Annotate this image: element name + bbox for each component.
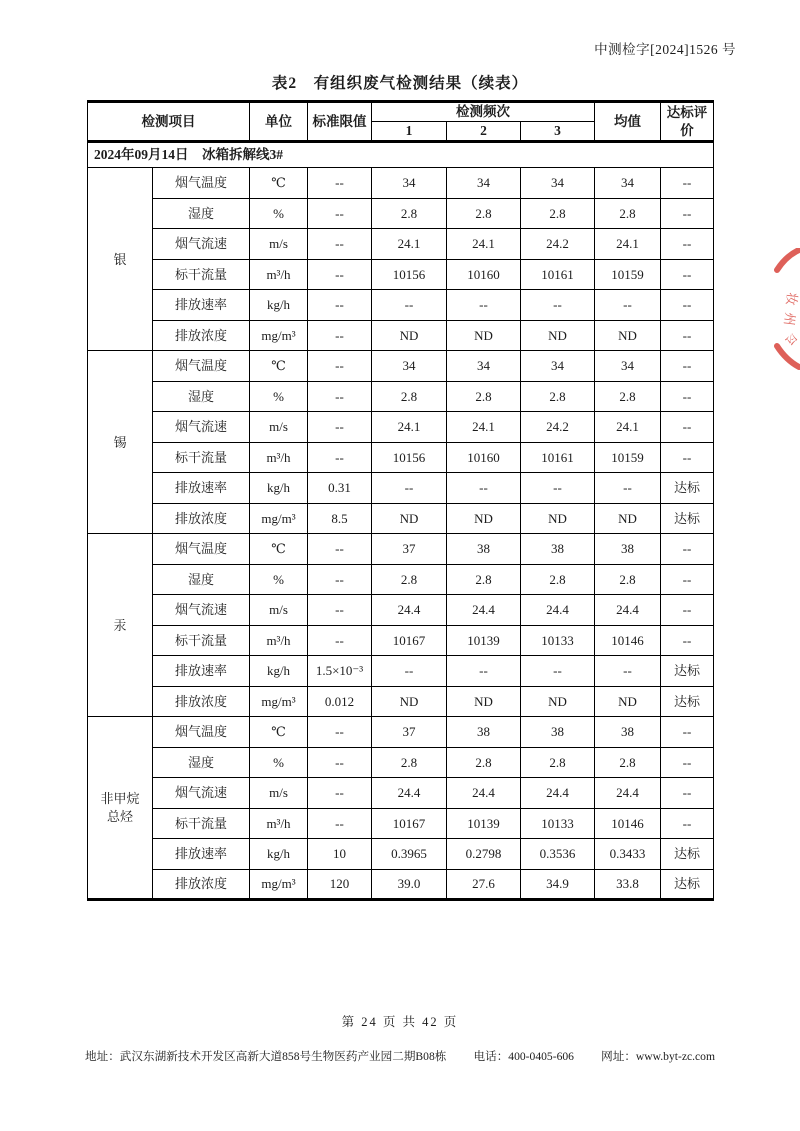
cell-freq-1: 0.3965 [372,839,447,870]
cell-test-item: 烟气温度 [153,168,250,199]
table-row [88,473,714,504]
cell-test-item: 排放浓度 [153,869,250,900]
table-body [88,142,714,900]
cell-evaluation: 达标 [661,869,714,900]
table-row [88,259,714,290]
cell-evaluation: -- [661,229,714,260]
cell-evaluation: 达标 [661,473,714,504]
cell-freq-1: 34 [372,168,447,199]
cell-unit: % [250,564,308,595]
cell-mean: 10146 [595,808,661,839]
cell-freq-3: 10133 [521,625,595,656]
cell-mean: 24.1 [595,229,661,260]
cell-standard-limit: 1.5×10⁻³ [308,656,372,687]
cell-evaluation: -- [661,351,714,382]
cell-mean: 2.8 [595,564,661,595]
cell-unit: kg/h [250,473,308,504]
cell-freq-3: 10161 [521,259,595,290]
cell-unit: m/s [250,778,308,809]
cell-freq-2: ND [447,503,521,534]
cell-freq-1: 10156 [372,259,447,290]
cell-unit: mg/m³ [250,320,308,351]
cell-freq-2: 34 [447,168,521,199]
table-row [88,656,714,687]
cell-unit: m³/h [250,625,308,656]
cell-evaluation: -- [661,564,714,595]
parameter-group-label: 银 [88,168,153,351]
header-unit: 单位 [250,102,308,142]
cell-freq-2: 24.1 [447,229,521,260]
cell-standard-limit: 8.5 [308,503,372,534]
parameter-group-label: 汞 [88,534,153,717]
header-evaluation: 达标评价 [661,102,714,142]
table-row [88,595,714,626]
table-row [88,747,714,778]
cell-freq-3: ND [521,503,595,534]
cell-unit: m/s [250,229,308,260]
cell-standard-limit: 10 [308,839,372,870]
cell-mean: 10146 [595,625,661,656]
table-row [88,778,714,809]
cell-test-item: 烟气温度 [153,351,250,382]
table-row [88,839,714,870]
cell-evaluation: -- [661,717,714,748]
cell-unit: kg/h [250,656,308,687]
cell-test-item: 标干流量 [153,259,250,290]
cell-mean: 38 [595,534,661,565]
cell-freq-2: ND [447,320,521,351]
cell-freq-1: 34 [372,351,447,382]
cell-standard-limit: -- [308,808,372,839]
table-row [88,503,714,534]
cell-standard-limit: -- [308,442,372,473]
cell-evaluation: -- [661,534,714,565]
footer-phone: 电话：400-0405-606 [473,1050,574,1063]
cell-evaluation: -- [661,320,714,351]
cell-standard-limit: -- [308,564,372,595]
cell-freq-3: 38 [521,717,595,748]
cell-test-item: 烟气温度 [153,717,250,748]
cell-freq-2: 34 [447,351,521,382]
cell-mean: 2.8 [595,381,661,412]
cell-mean: 2.8 [595,198,661,229]
table-row [88,168,714,199]
cell-freq-2: 38 [447,717,521,748]
date-line: 2024年09月14日 冰箱拆解线3# [88,142,714,168]
cell-freq-1: 10167 [372,808,447,839]
header-test-frequency: 检测频次 [372,102,595,122]
cell-mean: 24.4 [595,595,661,626]
table-row [88,290,714,321]
cell-freq-2: -- [447,290,521,321]
seal-char: 州 [781,311,798,327]
cell-evaluation: -- [661,381,714,412]
cell-test-item: 排放浓度 [153,320,250,351]
cell-freq-1: 2.8 [372,747,447,778]
cell-freq-1: 2.8 [372,564,447,595]
table-header [88,102,714,142]
cell-freq-3: 34 [521,168,595,199]
cell-evaluation: -- [661,625,714,656]
cell-evaluation: -- [661,412,714,443]
header-freq-3: 3 [521,122,595,142]
header-test-item: 检测项目 [88,102,250,142]
cell-standard-limit: -- [308,290,372,321]
cell-evaluation: -- [661,778,714,809]
cell-freq-1: 10167 [372,625,447,656]
cell-freq-1: 2.8 [372,198,447,229]
cell-standard-limit: 120 [308,869,372,900]
red-seal-stamp-fragment [770,248,800,370]
cell-standard-limit: -- [308,778,372,809]
cell-standard-limit: -- [308,747,372,778]
cell-test-item: 烟气流速 [153,229,250,260]
test-results-table [87,100,714,901]
cell-evaluation: -- [661,442,714,473]
cell-test-item: 烟气流速 [153,778,250,809]
cell-mean: 0.3433 [595,839,661,870]
cell-freq-2: 10139 [447,625,521,656]
seal-char: 令 [782,331,799,347]
cell-freq-2: 10160 [447,259,521,290]
cell-freq-2: -- [447,656,521,687]
cell-freq-2: 38 [447,534,521,565]
header-freq-1: 1 [372,122,447,142]
cell-unit: m³/h [250,259,308,290]
cell-freq-2: 10139 [447,808,521,839]
header-freq-2: 2 [447,122,521,142]
table-row [88,381,714,412]
cell-unit: mg/m³ [250,686,308,717]
cell-freq-1: -- [372,656,447,687]
cell-unit: % [250,198,308,229]
cell-test-item: 湿度 [153,564,250,595]
cell-mean: 24.1 [595,412,661,443]
table-row [88,320,714,351]
cell-unit: % [250,747,308,778]
footer-page-number: 第 24 页 共 42 页 [341,1015,459,1029]
cell-mean: 34 [595,168,661,199]
cell-unit: kg/h [250,290,308,321]
cell-unit: m/s [250,412,308,443]
table-row [88,717,714,748]
cell-standard-limit: 0.31 [308,473,372,504]
table-row [88,534,714,565]
cell-unit: m³/h [250,808,308,839]
cell-freq-3: -- [521,473,595,504]
table-row [88,564,714,595]
cell-standard-limit: -- [308,625,372,656]
cell-freq-1: 2.8 [372,381,447,412]
cell-test-item: 烟气温度 [153,534,250,565]
cell-freq-2: 2.8 [447,564,521,595]
cell-unit: m³/h [250,442,308,473]
cell-freq-3: 2.8 [521,564,595,595]
cell-freq-3: ND [521,686,595,717]
cell-evaluation: 达标 [661,839,714,870]
cell-freq-3: 10161 [521,442,595,473]
cell-freq-2: 2.8 [447,198,521,229]
cell-mean: ND [595,320,661,351]
cell-freq-1: 24.1 [372,412,447,443]
cell-mean: 33.8 [595,869,661,900]
table-row [88,442,714,473]
cell-freq-1: -- [372,290,447,321]
cell-unit: ℃ [250,717,308,748]
cell-standard-limit: -- [308,320,372,351]
cell-freq-3: -- [521,290,595,321]
cell-freq-2: 24.1 [447,412,521,443]
cell-freq-3: 10133 [521,808,595,839]
cell-freq-1: 24.4 [372,595,447,626]
table-row [88,412,714,443]
cell-test-item: 湿度 [153,198,250,229]
cell-freq-2: -- [447,473,521,504]
cell-mean: ND [595,686,661,717]
cell-evaluation: -- [661,290,714,321]
cell-test-item: 排放速率 [153,656,250,687]
cell-freq-2: 0.2798 [447,839,521,870]
cell-mean: 34 [595,351,661,382]
cell-evaluation: -- [661,808,714,839]
seal-arc-bottom [777,346,799,367]
cell-test-item: 排放浓度 [153,686,250,717]
cell-mean: 2.8 [595,747,661,778]
cell-evaluation: -- [661,259,714,290]
cell-mean: 38 [595,717,661,748]
cell-standard-limit: -- [308,595,372,626]
cell-evaluation: 达标 [661,686,714,717]
cell-test-item: 排放浓度 [153,503,250,534]
cell-freq-1: ND [372,320,447,351]
cell-mean: 24.4 [595,778,661,809]
seal-arc-top [777,250,799,270]
cell-evaluation: 达标 [661,656,714,687]
cell-freq-2: 27.6 [447,869,521,900]
cell-freq-2: 10160 [447,442,521,473]
cell-standard-limit: -- [308,351,372,382]
cell-evaluation: -- [661,747,714,778]
cell-test-item: 排放速率 [153,290,250,321]
footer-website: 网址：www.byt-zc.com [601,1050,715,1063]
cell-freq-3: 24.4 [521,778,595,809]
cell-test-item: 烟气流速 [153,595,250,626]
cell-unit: m/s [250,595,308,626]
cell-standard-limit: -- [308,412,372,443]
cell-freq-3: 24.2 [521,412,595,443]
cell-freq-3: 34.9 [521,869,595,900]
table-row [88,351,714,382]
cell-test-item: 标干流量 [153,442,250,473]
cell-evaluation: -- [661,198,714,229]
cell-evaluation: -- [661,595,714,626]
doc-number: 中测检字[2024]1526 号 [594,42,736,57]
cell-mean: ND [595,503,661,534]
cell-standard-limit: -- [308,229,372,260]
cell-freq-2: 2.8 [447,381,521,412]
cell-unit: mg/m³ [250,503,308,534]
cell-mean: -- [595,656,661,687]
cell-freq-3: 38 [521,534,595,565]
cell-evaluation: -- [661,168,714,199]
table-title: 表2 有组织废气检测结果（续表） [271,75,529,92]
date-row [88,142,714,168]
cell-standard-limit: 0.012 [308,686,372,717]
cell-test-item: 标干流量 [153,808,250,839]
cell-freq-1: 39.0 [372,869,447,900]
footer-address: 地址：武汉东湖新技术开发区高新大道858号生物医药产业园二期B08栋 [85,1050,447,1063]
cell-freq-3: -- [521,656,595,687]
cell-test-item: 湿度 [153,747,250,778]
cell-freq-3: 2.8 [521,198,595,229]
parameter-group-label: 非甲烷总烃 [88,717,153,900]
footer-contact-line [85,1048,715,1064]
cell-test-item: 排放速率 [153,839,250,870]
cell-unit: mg/m³ [250,869,308,900]
cell-freq-1: 37 [372,717,447,748]
cell-freq-1: 24.1 [372,229,447,260]
table-row [88,229,714,260]
cell-freq-1: 37 [372,534,447,565]
cell-unit: % [250,381,308,412]
cell-freq-1: ND [372,503,447,534]
table-row [88,625,714,656]
cell-standard-limit: -- [308,259,372,290]
header-mean: 均值 [595,102,661,142]
cell-test-item: 湿度 [153,381,250,412]
cell-mean: 10159 [595,442,661,473]
table-row [88,808,714,839]
cell-freq-1: -- [372,473,447,504]
cell-freq-1: 24.4 [372,778,447,809]
cell-unit: ℃ [250,351,308,382]
cell-evaluation: 达标 [661,503,714,534]
cell-unit: ℃ [250,168,308,199]
cell-freq-1: 10156 [372,442,447,473]
cell-freq-3: 24.2 [521,229,595,260]
cell-mean: 10159 [595,259,661,290]
cell-freq-3: 34 [521,351,595,382]
cell-standard-limit: -- [308,381,372,412]
cell-freq-2: 24.4 [447,595,521,626]
cell-freq-1: ND [372,686,447,717]
cell-freq-3: 2.8 [521,381,595,412]
cell-freq-2: 2.8 [447,747,521,778]
cell-test-item: 烟气流速 [153,412,250,443]
cell-freq-2: 24.4 [447,778,521,809]
cell-test-item: 标干流量 [153,625,250,656]
cell-standard-limit: -- [308,168,372,199]
cell-freq-3: ND [521,320,595,351]
table-row [88,686,714,717]
cell-unit: ℃ [250,534,308,565]
cell-freq-2: ND [447,686,521,717]
table-row [88,869,714,900]
cell-standard-limit: -- [308,534,372,565]
cell-test-item: 排放速率 [153,473,250,504]
cell-mean: -- [595,290,661,321]
cell-standard-limit: -- [308,717,372,748]
header-standard-limit: 标准限值 [308,102,372,142]
cell-freq-3: 0.3536 [521,839,595,870]
seal-char: 妆 [783,291,800,307]
parameter-group-label: 锡 [88,351,153,534]
cell-standard-limit: -- [308,198,372,229]
cell-unit: kg/h [250,839,308,870]
cell-freq-3: 2.8 [521,747,595,778]
cell-freq-3: 24.4 [521,595,595,626]
table-row [88,198,714,229]
cell-mean: -- [595,473,661,504]
